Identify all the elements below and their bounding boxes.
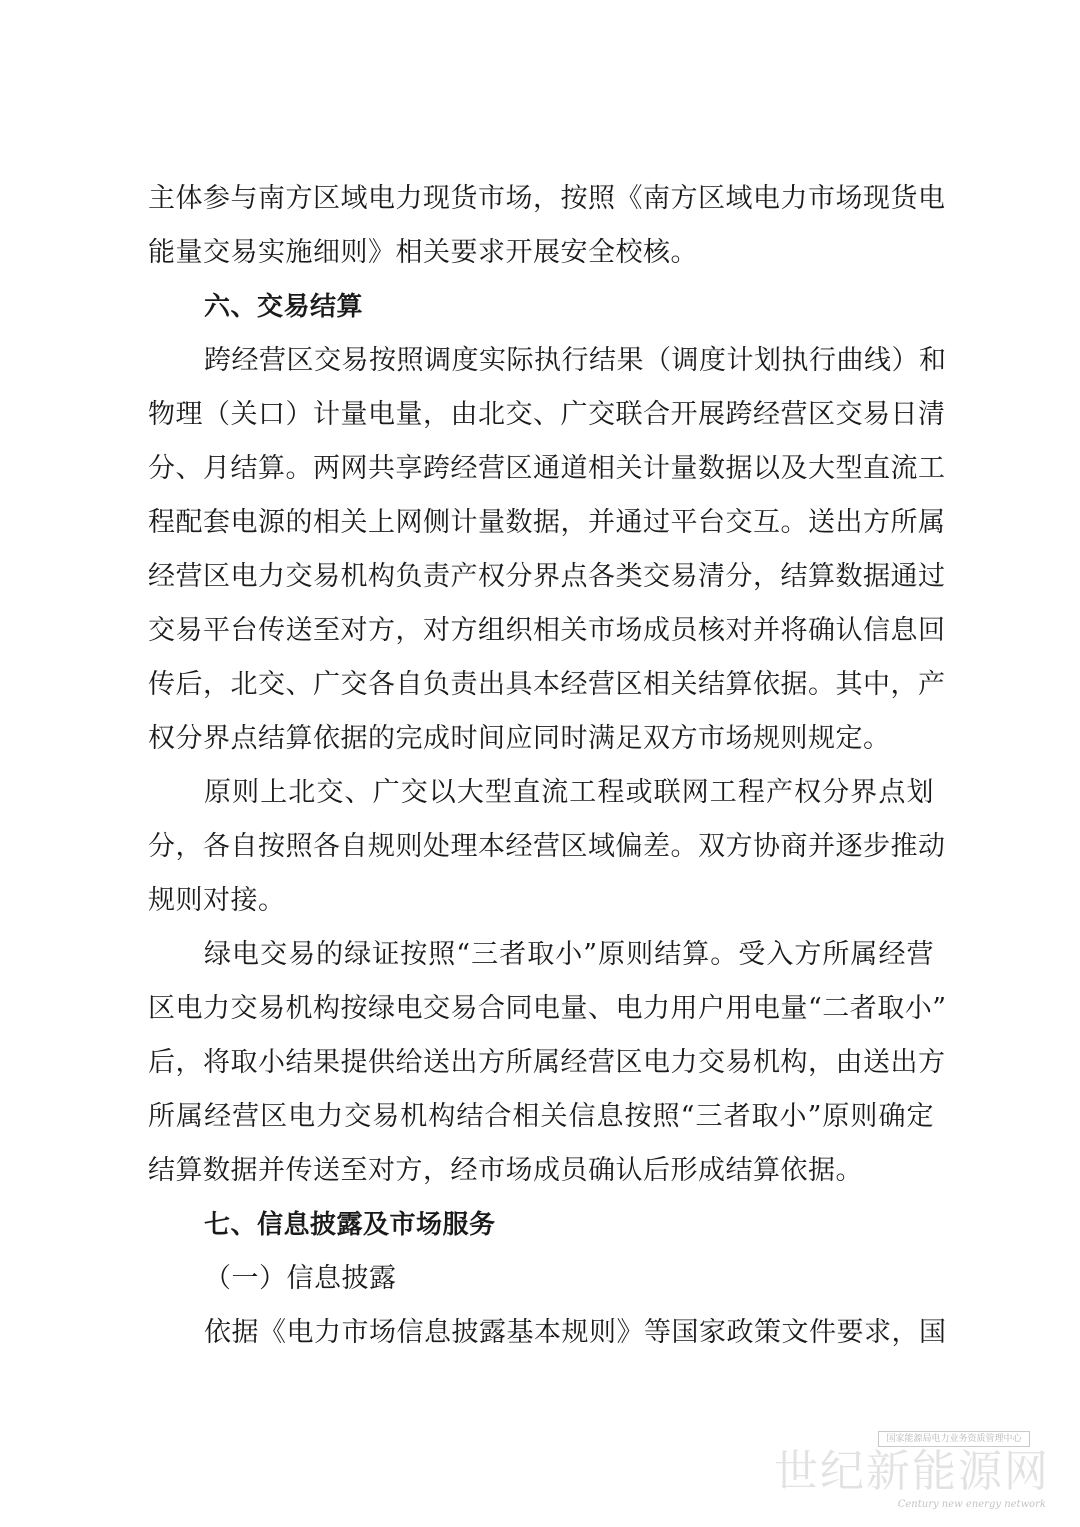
paragraph-line: 分，各自按照各自规则处理本经营区域偏差。双方协商并逐步推动	[148, 831, 946, 862]
paragraph-line: 原则上北交、广交以大型直流工程或联网工程产权分界点划	[204, 777, 934, 808]
paragraph-line: 程配套电源的相关上网侧计量数据，并通过平台交互。送出方所属	[148, 507, 946, 538]
paragraph-line: 结算数据并传送至对方，经市场成员确认后形成结算依据。	[148, 1155, 863, 1186]
paragraph-line: 后，将取小结果提供给送出方所属经营区电力交易机构，由送出方	[148, 1047, 946, 1078]
watermark	[774, 1431, 1050, 1521]
watermark-subtitle: Century new energy network	[897, 1499, 1046, 1510]
paragraph-line: 权分界点结算依据的完成时间应同时满足双方市场规则规定。	[148, 723, 891, 754]
paragraph-line: 能量交易实施细则》相关要求开展安全校核。	[148, 237, 698, 268]
paragraph-line: 物理（关口）计量电量，由北交、广交联合开展跨经营区交易日清	[148, 399, 946, 430]
paragraph-line: 区电力交易机构按绿电交易合同电量、电力用户用电量“二者取小”	[148, 993, 947, 1024]
paragraph-line: 所属经营区电力交易机构结合相关信息按照“三者取小”原则确定	[148, 1101, 934, 1132]
paragraph-line: 绿电交易的绿证按照“三者取小”原则结算。受入方所属经营	[204, 939, 934, 970]
paragraph-line: 传后，北交、广交各自负责出具本经营区相关结算依据。其中，产	[148, 669, 946, 700]
watermark-badge: 国家能源局电力业务资质管理中心	[878, 1431, 1030, 1447]
section-heading: 七、信息披露及市场服务	[204, 1210, 496, 1240]
watermark-title: 世纪新能源网	[774, 1446, 1050, 1497]
section-heading: 六、交易结算	[204, 292, 364, 322]
paragraph-line: 经营区电力交易机构负责产权分界点各类交易清分，结算数据通过	[148, 561, 946, 592]
paragraph-line: 主体参与南方区域电力现货市场，按照《南方区域电力市场现货电	[148, 183, 946, 214]
paragraph-line: 规则对接。	[148, 885, 286, 916]
paragraph-line: 跨经营区交易按照调度实际执行结果（调度计划执行曲线）和	[204, 345, 947, 376]
paragraph-line: 依据《电力市场信息披露基本规则》等国家政策文件要求，国	[204, 1317, 947, 1348]
paragraph-line: 分、月结算。两网共享跨经营区通道相关计量数据以及大型直流工	[148, 453, 946, 484]
paragraph-line: 交易平台传送至对方，对方组织相关市场成员核对并将确认信息回	[148, 615, 946, 646]
subsection-heading: （一）信息披露	[204, 1263, 397, 1294]
document-page	[148, 172, 947, 1360]
